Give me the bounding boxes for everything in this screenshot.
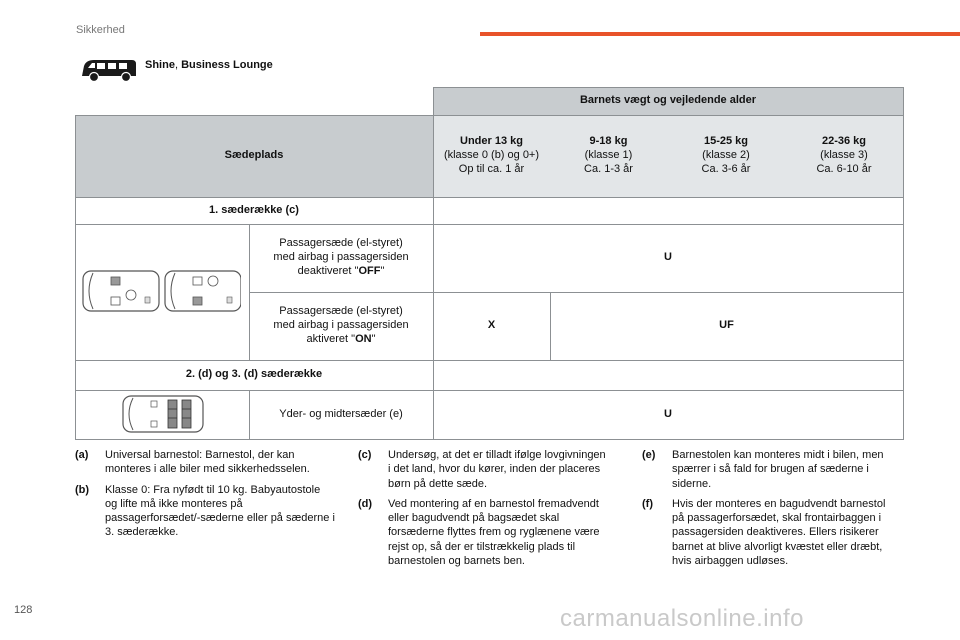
weight-col-2-class: (klasse 1) xyxy=(584,149,633,162)
row1a-pre: deaktiveret " xyxy=(297,264,359,277)
weight-col-3-age: Ca. 3-6 år xyxy=(701,162,751,175)
child-seat-table xyxy=(75,87,903,439)
row1b-value-2: UF xyxy=(719,319,734,332)
row1a-label-line3 xyxy=(298,265,385,279)
grid-line xyxy=(75,115,76,439)
note-text: Undersøg, at det er tilladt ifølge lovgivningen i det land, hvor du kører, inden der placeres børn på dette sæde. xyxy=(388,449,606,490)
weight-col-2-weight: 9-18 kg xyxy=(589,135,628,148)
weight-col-2 xyxy=(550,115,667,197)
variant-separator: , xyxy=(174,59,182,71)
grid-line xyxy=(75,360,903,361)
note-b xyxy=(75,483,335,540)
note-text: Klasse 0: Fra nyfødt til 10 kg. Babyautostole og lifte må ikke monteres på passagerforsædet/-sæderne eller på sæderne i 3. sæderække. xyxy=(105,483,335,539)
row1b-label-line2: med airbag i passagersiden xyxy=(273,319,409,332)
weight-col-1-age: Op til ca. 1 år xyxy=(458,162,525,175)
notes-column-2 xyxy=(358,448,608,574)
grid-line xyxy=(249,390,250,439)
note-text: Barnestolen kan monteres midt i bilen, men spærrer i så fald for brugen af sæderne i siderne. xyxy=(672,449,884,490)
group-header: Barnets vægt og vejledende alder xyxy=(433,87,903,115)
row1a-label-line1: Passagersæde (el-styret) xyxy=(279,237,403,250)
variant-name-1: Shine xyxy=(145,59,175,71)
weight-col-4 xyxy=(785,115,903,197)
grid-line xyxy=(75,115,903,116)
note-tag: (e) xyxy=(642,449,656,461)
weight-col-3-class: (klasse 2) xyxy=(702,149,750,162)
weight-col-3-weight: 15-25 kg xyxy=(703,135,749,148)
seat-header: Sædeplads xyxy=(75,115,433,197)
row1b-pre: aktiveret " xyxy=(306,332,356,345)
note-tag: (b) xyxy=(75,483,90,496)
note-d xyxy=(358,497,608,568)
row2-label: Yder- og midtersæder (e) xyxy=(279,407,403,420)
grid-line xyxy=(75,197,903,198)
grid-line xyxy=(75,390,903,391)
row1b-value-1: X xyxy=(487,319,496,332)
header-accent-bar xyxy=(480,32,960,36)
note-tag: (c) xyxy=(358,449,372,461)
notes-column-3 xyxy=(642,448,892,574)
weight-col-4-weight: 22-36 kg xyxy=(821,135,867,148)
grid-line xyxy=(550,292,551,360)
grid-line xyxy=(433,87,434,439)
row1-heading: 1. sæderække (c) xyxy=(209,203,299,216)
weight-col-4-class: (klasse 3) xyxy=(820,149,868,162)
note-tag: (f) xyxy=(642,497,653,510)
row1a-off: OFF xyxy=(358,264,381,277)
note-text: Universal barnestol: Barnestol, der kan monteres i alle biler med sikkerhedsselen. xyxy=(105,449,310,476)
weight-col-1-weight: Under 13 kg xyxy=(460,135,523,148)
weight-col-1-class: (klasse 0 (b) og 0+) xyxy=(443,149,540,162)
note-text: Ved montering af en barnestol fremadvendt eller bagudvendt på bagsædet skal forsæderne flyttes frem og ryglænene være rejst op, så der er tilstrækkelig plads til barnestolen og barnets ben. xyxy=(388,497,600,568)
row1b-label xyxy=(249,292,433,360)
grid-line xyxy=(75,439,903,440)
page-number: 128 xyxy=(14,604,33,616)
row1a-post: " xyxy=(380,264,385,277)
watermark: carmanualsonline.info xyxy=(560,605,804,632)
vehicle-variant-label xyxy=(145,59,273,71)
note-f xyxy=(642,497,892,568)
row1b-on: ON xyxy=(355,332,372,345)
row1b-post: " xyxy=(371,332,376,345)
weight-col-2-age: Ca. 1-3 år xyxy=(584,162,633,175)
note-c xyxy=(358,448,608,491)
notes-column-1 xyxy=(75,448,335,546)
van-icon xyxy=(80,56,138,86)
row1b-label-line1: Passagersæde (el-styret) xyxy=(279,305,403,318)
grid-line xyxy=(249,224,250,360)
variant-name-2: Business Lounge xyxy=(181,59,273,71)
section-title: Sikkerhed xyxy=(76,24,125,36)
row2-value: U xyxy=(664,407,672,420)
note-e xyxy=(642,448,892,491)
note-tag: (d) xyxy=(358,497,373,510)
grid-line xyxy=(75,224,903,225)
weight-col-3 xyxy=(667,115,785,197)
note-tag: (a) xyxy=(75,449,89,461)
note-a xyxy=(75,448,335,477)
grid-line xyxy=(249,292,903,293)
row1a-value: U xyxy=(664,251,672,264)
row1b-label-line3 xyxy=(307,333,376,347)
row2-heading: 2. (d) og 3. (d) sæderække xyxy=(185,368,323,381)
weight-col-4-age: Ca. 6-10 år xyxy=(816,162,872,175)
row1a-label-line2: med airbag i passagersiden xyxy=(273,251,409,264)
weight-col-1 xyxy=(433,115,550,197)
rear-seat-diagram-icon xyxy=(121,393,207,435)
row1a-label xyxy=(249,224,433,292)
grid-line xyxy=(903,87,904,440)
front-seat-diagram-icon xyxy=(81,267,241,317)
grid-line xyxy=(433,87,903,88)
note-text: Hvis der monteres en bagudvendt barnestol på passagerforsædet, skal frontairbaggen i passagersiden deaktiveres. Ellers risikerer barnet at blive alvorligt kvæstet eller dræbt, hvis airbaggen udløses. xyxy=(672,497,886,568)
